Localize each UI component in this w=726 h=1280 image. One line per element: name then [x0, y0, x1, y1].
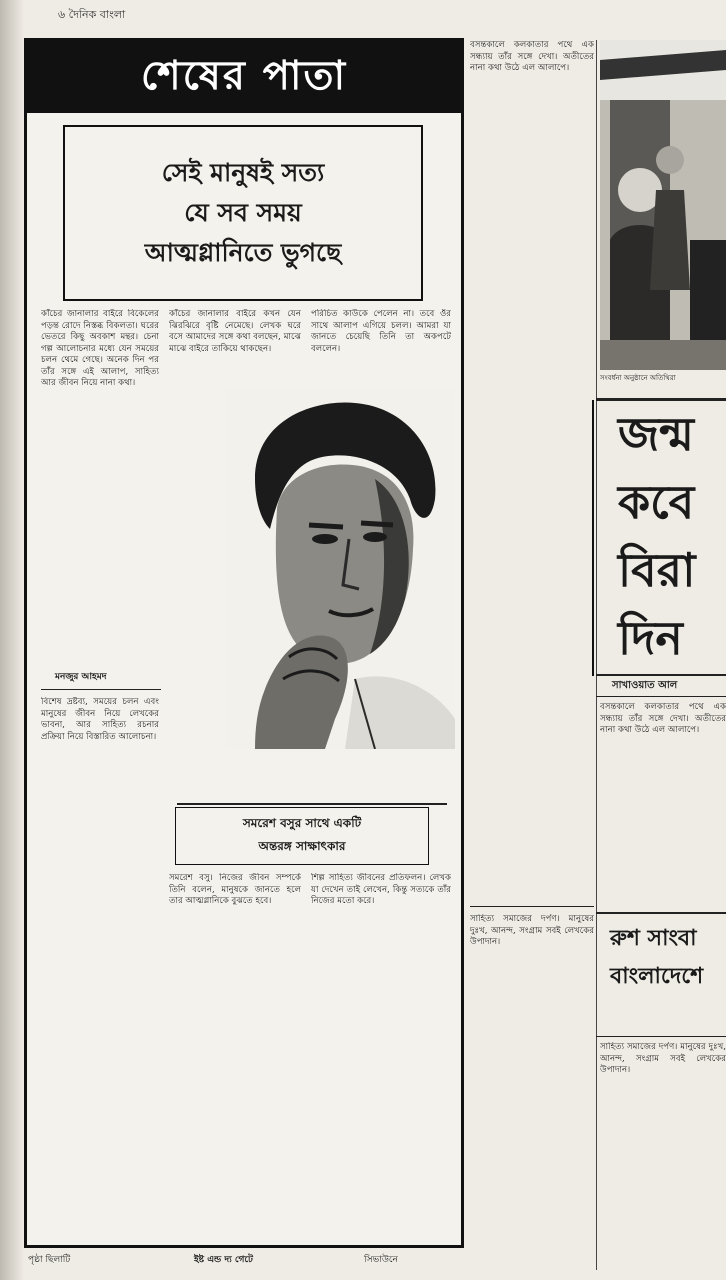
right-headline-line-1: জন্ম — [618, 407, 694, 461]
right-rule-author — [596, 696, 726, 697]
footer-item-3: সিভাউনে — [364, 1255, 398, 1265]
right-rule-bottom — [596, 1036, 726, 1037]
column-rule — [41, 689, 161, 690]
right-headline-line-3: বিরা — [618, 543, 696, 597]
right-subheadline-line-1: রুশ সাংবা — [610, 926, 697, 951]
article-column-1: কাঁচের জানালার বাইরে বিকেলের পড়ন্ত রোদে নিস্তব্ধ বিকলতা। ঘরের ভেতরে কিছু অবকাশ মন্থর। চেনা গল্প আলোচনার মধ্যে যেন সময়ের চলন থেমে গেছে। অনেক দিন পর তাঁর সঙ্গে এই আলাপ, সাহিত্য আর জীবন নিয়ে নানা কথা। — [41, 309, 159, 388]
right-author: সাখাওয়াত আল — [612, 680, 678, 691]
headline-line-2: যে সব সময় — [184, 198, 302, 227]
footer-item-1: পৃষ্ঠা ছিলাটি — [28, 1255, 71, 1265]
middle-column-bottom: সাহিত্য সমাজের দর্পণ। মানুষের দুঃখ, আনন্দ, সংগ্রাম সবই লেখকের উপাদান। — [470, 914, 594, 947]
article-column-b: সমরেশ বসু। নিজের জীবন সম্পর্কে তিনি বলেন, মানুষকে জানতে হলে তার আত্মগ্লানিকে বুঝতে হবে। — [169, 873, 301, 906]
headline-box — [63, 125, 423, 301]
portrait-rule — [177, 803, 447, 805]
footer-item-2: ইষ্ট এন্ড দ্য গেটে — [194, 1255, 253, 1265]
right-headline-line-2: কবে — [618, 475, 695, 529]
section-banner: শেষের পাতা — [27, 41, 461, 113]
right-subheadline-line-2: বাংলাদেশে — [610, 964, 704, 989]
right-headline-line-4: দিন — [618, 611, 683, 665]
right-headline — [592, 400, 726, 676]
subhead-line-1: সমরেশ বসুর সাথে একটি — [242, 815, 362, 830]
right-column-text: বসন্তকালে কলকাতার পথে এক সন্ধ্যায় তাঁর সঙ্গে দেখা। অতীতের নানা কথা উঠে এল আলাপে। — [600, 702, 726, 735]
headline-line-3: আত্মগ্লানিতে ভুগছে — [144, 238, 342, 267]
page-footer — [24, 1250, 464, 1280]
page-folio: ৬ দৈনিক বাংলা — [58, 8, 126, 21]
article-column-c: শিল্প সাহিত্য জীবনের প্রতিফলন। লেখক যা দেখেন তাই লেখেন, কিন্তু সত্যকে তাঁর নিজের মতো করে। — [311, 873, 451, 906]
headline-line-1: সেই মানুষই সত্য — [161, 158, 325, 187]
feature-box — [24, 38, 464, 1248]
event-photo-icon — [600, 40, 726, 370]
article-column-2: কাঁচের জানালার বাইরে কখন যেন ঝিরঝিরে বৃষ্টি নেমেছে। লেখক ঘরে বসে আমাদের সঙ্গে কথা বলছেন, মাঝে মাঝে বাইরে তাকিয়ে থাকছেন। — [169, 309, 301, 354]
right-subheadline — [598, 920, 726, 1030]
right-photo-caption: সংবর্ধনা অনুষ্ঠানে অতিথিরা — [600, 374, 676, 382]
right-photo — [600, 40, 726, 370]
middle-column-top: বসন্তকালে কলকাতার পথে এক সন্ধ্যায় তাঁর সঙ্গে দেখা। অতীতের নানা কথা উঠে এল আলাপে। — [470, 40, 594, 73]
middle-rule — [470, 906, 594, 907]
byline: মনজুর আহমদ — [55, 672, 107, 682]
subhead-box — [175, 807, 429, 865]
article-column-a: বিশেষ দ্রষ্টব্য, সময়ের চলন এবং মানুষের জীবন নিয়ে লেখকের ভাবনা, আর সাহিত্য রচনার প্রক্রিয়া নিয়ে বিস্তারিত আলোচনা। — [41, 697, 159, 742]
right-rule-sangbad — [596, 912, 726, 914]
right-column-bottom: সাহিত্য সমাজের দর্পণ। মানুষের দুঃখ, আনন্দ, সংগ্রাম সবই লেখকের উপাদান। — [600, 1042, 726, 1075]
article-column-3: পরিচিত কাউকে পেলেন না। তবে ওঁর সাথে আলাপ এগিয়ে চলল। আমরা যা জানতে চেয়েছি তিনি তা অকপটে বললেন। — [311, 309, 451, 354]
page-fold-shadow — [0, 0, 24, 1280]
right-rule-mid — [596, 674, 726, 676]
portrait-illustration-icon — [225, 389, 455, 749]
subhead-line-2: অন্তরঙ্গ সাক্ষাৎকার — [258, 838, 346, 853]
author-portrait — [225, 389, 455, 749]
